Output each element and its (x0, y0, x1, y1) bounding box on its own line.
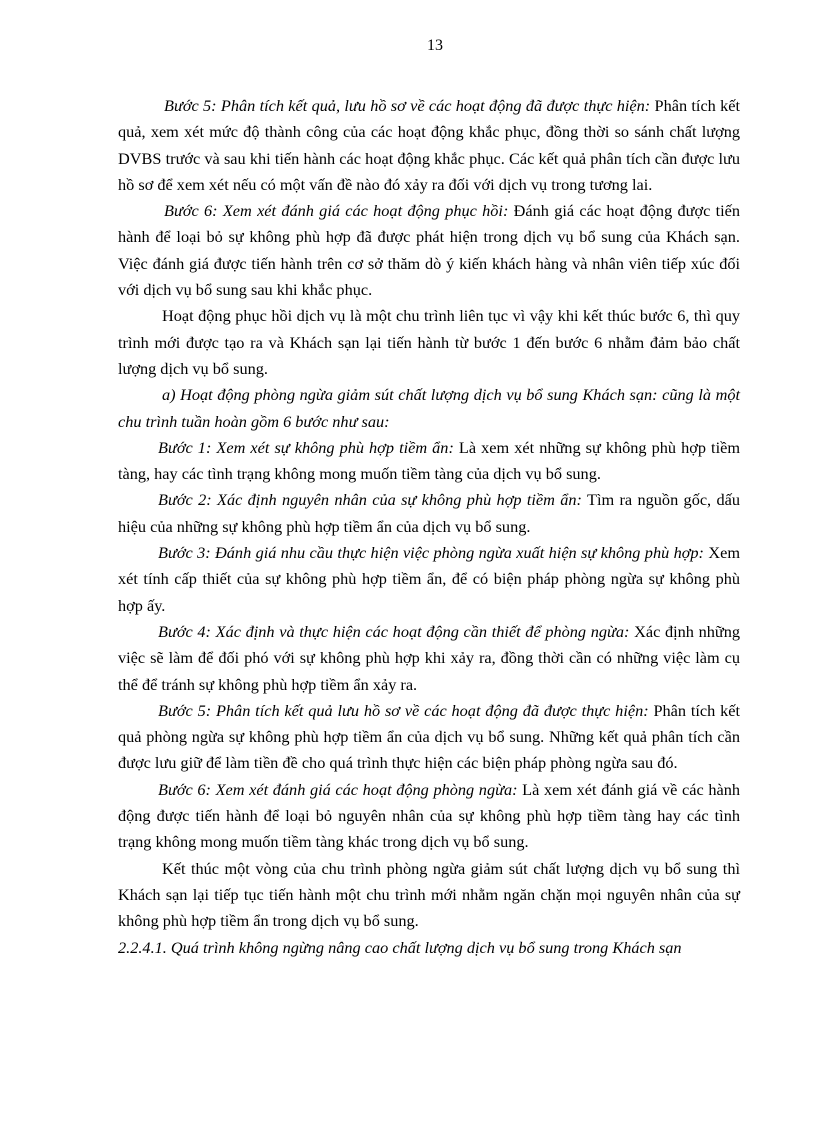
paragraph-step6-recovery (118, 198, 740, 303)
paragraph-recovery-cycle (118, 303, 740, 382)
paragraph-prevention-cycle (118, 856, 740, 935)
paragraph-lead: Bước 5: Phân tích kết quả, lưu hồ sơ về các hoạt động đã được thực hiện: (164, 96, 651, 115)
paragraph-text: Phân tích kết quả phòng ngừa sự không phù hợp tiềm ẩn của dịch vụ bổ sung. Những kết quả phân tích cần được lưu giữ để làm tiền đề cho quá trình thực hiện các biện pháp phòng ngừa sau đó. (118, 700, 741, 773)
body-text (118, 93, 740, 961)
paragraph-text: Là xem xét đánh giá về các hành động được tiến hành để loại bỏ nguyên nhân của sự không phù hợp tiềm tàng hay các tình trạng không mong muốn tiềm tàng khác trong dịch vụ bổ sung. (118, 779, 740, 852)
paragraph-lead: Bước 6: Xem xét đánh giá các hoạt động phòng ngừa: (158, 779, 518, 799)
paragraph-step5-recovery (118, 93, 740, 198)
paragraph-lead: Bước 4: Xác định và thực hiện các hoạt động cần thiết để phòng ngừa: (158, 621, 630, 641)
paragraph-prevention-step2 (118, 487, 740, 540)
paragraph-text: Xác định những việc sẽ làm để đối phó với sự không phù hợp khi xảy ra, đồng thời cần có những việc làm cụ thể để tránh sự không phù hợp tiềm ẩn xảy ra. (118, 621, 740, 694)
paragraph-lead: Bước 5: Phân tích kết quả lưu hồ sơ về các hoạt động đã được thực hiện: (158, 700, 649, 720)
paragraph-prevention-step3 (118, 540, 740, 619)
paragraph-lead: a) Hoạt động phòng ngừa giảm sút chất lượng dịch vụ bổ sung Khách sạn: cũng là một chu trình tuần hoàn gồm 6 bước như sau: (118, 385, 740, 431)
paragraph-text: Phân tích kết quả, xem xét mức độ thành công của các hoạt động khắc phục, đồng thời so sánh chất lượng DVBS trước và sau khi tiến hành các hoạt động khắc phục. Các kết quả phân tích cần được lưu hồ sơ để xem xét nếu có một vấn đề nào đó xảy ra đối với dịch vụ trong tương lai. (118, 96, 741, 194)
paragraph-text: Xem xét tính cấp thiết của sự không phù hợp tiềm ẩn, để có biện pháp phòng ngừa sự không phù hợp ấy. (118, 543, 740, 615)
paragraph-text: Là xem xét những sự không phù hợp tiềm tàng, hay các tình trạng không mong muốn tiềm tàng của dịch vụ bổ sung. (118, 437, 740, 484)
section-heading: 2.2.4.1. Quá trình không ngừng nâng cao chất lượng dịch vụ bổ sung trong Khách sạn (118, 937, 682, 957)
paragraph-text: Hoạt động phục hồi dịch vụ là một chu trình liên tục vì vậy khi kết thúc bước 6, thì quy trình mới được tạo ra và Khách sạn lại tiến hành từ bước 1 đến bước 6 nhằm đảm bảo chất lượng dịch vụ bổ sung. (118, 306, 740, 378)
paragraph-prevention-step5 (118, 698, 740, 777)
paragraph-prevention-step6 (118, 777, 740, 856)
paragraph-prevention-step4 (118, 619, 740, 698)
paragraph-text: Tìm ra nguồn gốc, dấu hiệu của những sự không phù hợp tiềm ẩn của dịch vụ bổ sung. (118, 490, 740, 536)
paragraph-lead: Bước 6: Xem xét đánh giá các hoạt động phục hồi: (164, 201, 509, 221)
paragraph-prevention-heading (118, 382, 740, 435)
paragraph-lead: Bước 2: Xác định nguyên nhân của sự không phù hợp tiềm ẩn: (158, 490, 582, 510)
paragraph-lead: Bước 1: Xem xét sự không phù hợp tiềm ẩn: (158, 437, 454, 457)
paragraph-prevention-step1 (118, 435, 740, 488)
page-number: 13 (427, 37, 443, 54)
paragraph-text: Kết thúc một vòng của chu trình phòng ngừa giảm sút chất lượng dịch vụ bổ sung thì Khách sạn lại tiếp tục tiến hành một chu trình mới nhằm ngăn chặn mọi nguyên nhân của sự không phù hợp tiềm ẩn trong dịch vụ bổ sung. (118, 858, 740, 931)
paragraph-text: Đánh giá các hoạt động được tiến hành để loại bỏ sự không phù hợp đã được phát hiện trong dịch vụ bổ sung của Khách sạn. Việc đánh giá được tiến hành trên cơ sở thăm dò ý kiến khách hàng và nhân viên tiếp xúc đối với dịch vụ bổ sung sau khi khắc phục. (118, 201, 740, 300)
paragraph-lead: Bước 3: Đánh giá nhu cầu thực hiện việc phòng ngừa xuất hiện sự không phù hợp: (158, 543, 704, 563)
